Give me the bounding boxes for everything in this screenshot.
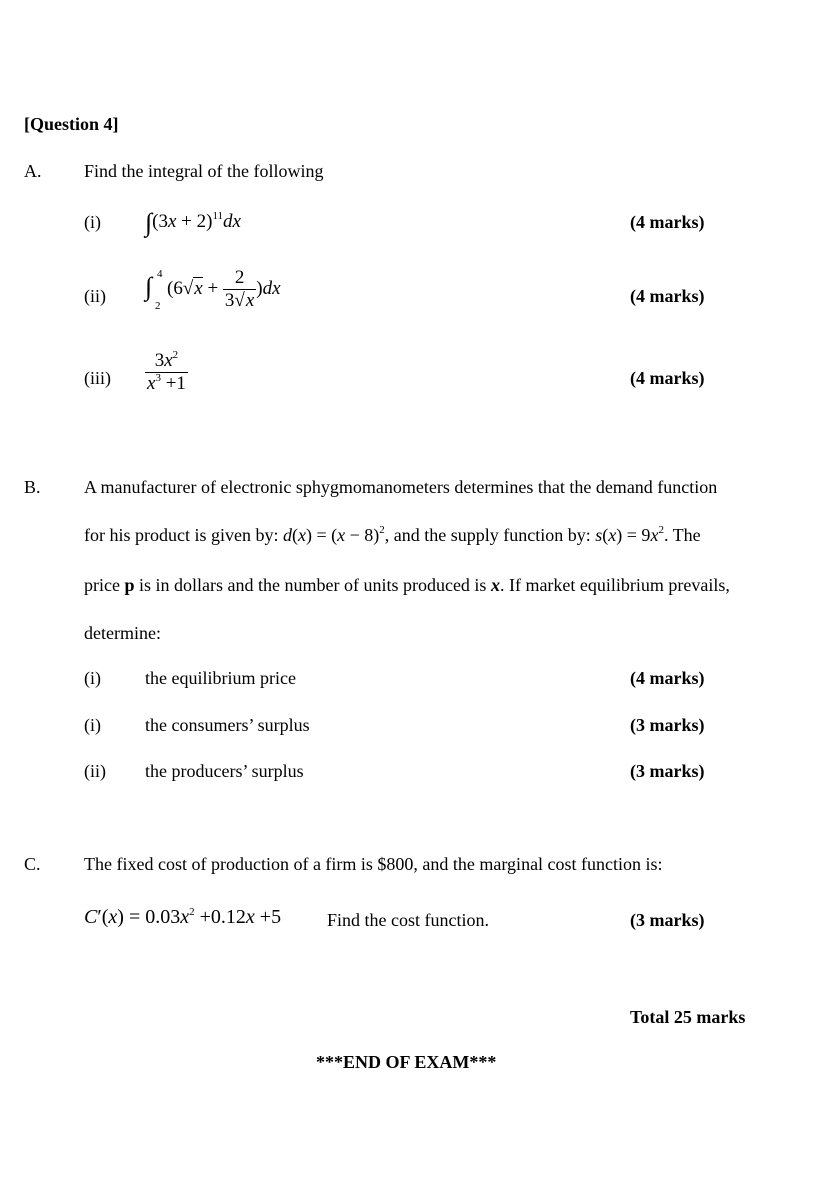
line-2-text-c: . The [663, 525, 701, 545]
end-of-exam: ***END OF EXAM*** [316, 1052, 497, 1072]
section-c-marks: (3 marks) [630, 910, 705, 930]
b-item-2-text: the consumers’ surplus [145, 715, 310, 735]
units-symbol: x [490, 575, 500, 595]
a-item-1-marks: (4 marks) [630, 212, 705, 232]
a-item-3-num: (iii) [84, 368, 111, 388]
line-3-text-c: . If market equilibrium prevails, [499, 575, 730, 595]
b-item-3-text: the producers’ surplus [145, 761, 304, 781]
section-b-letter: B. [24, 477, 41, 497]
total-marks: Total 25 marks [630, 1007, 746, 1027]
marginal-cost-formula: $C'(x) = 0.03x^2 +0.12x +5$ [84, 905, 282, 928]
section-c-letter: C. [24, 854, 41, 874]
section-c-line-1: The fixed cost of production of a firm is $800, and the marginal cost function is: [84, 854, 663, 874]
question-title: [Question 4] [24, 114, 119, 134]
section-b-line-2 [84, 525, 701, 546]
a-item-1-expr: $\int(3x + 2)^{11}dx$ [145, 208, 241, 237]
supply-function: $s(x) = 9x^2$ [595, 523, 664, 545]
a-item-1-num: (i) [84, 212, 101, 232]
b-item-2-marks: (3 marks) [630, 715, 705, 735]
a-item-2-num: (ii) [84, 286, 106, 306]
b-item-1-marks: (4 marks) [630, 668, 705, 688]
b-item-2-num: (i) [84, 715, 101, 735]
a-item-3-marks: (4 marks) [630, 368, 705, 388]
a-item-2-marks: (4 marks) [630, 286, 705, 306]
b-item-3-num: (ii) [84, 761, 106, 781]
price-symbol: p [124, 575, 135, 595]
a-item-2-expr: ∫ 4 2 (6√x + $\frac{2}{3√x}$ )dx [145, 266, 281, 312]
line-2-text-b: , and the supply function by: [384, 525, 591, 545]
b-item-1-num: (i) [84, 668, 101, 688]
b-item-3-marks: (3 marks) [630, 761, 705, 781]
section-a-letter: A. [24, 161, 42, 181]
a-item-3-expr: $\frac{3x^2}{x^3 +1}$ [147, 348, 186, 394]
line-3-text-a: price [84, 575, 120, 595]
section-a-intro: Find the integral of the following [84, 161, 324, 181]
section-b-line-3 [84, 575, 730, 596]
section-b-line-1: A manufacturer of electronic sphygmomanometers determines that the demand function [84, 477, 718, 497]
section-b-line-4: determine: [84, 623, 161, 643]
section-c-task: Find the cost function. [327, 910, 489, 930]
line-2-text-a: for his product is given by: [84, 525, 279, 545]
b-item-1-text: the equilibrium price [145, 668, 296, 688]
demand-function: $d(x) = (x - 8)^2$ [282, 523, 385, 545]
line-3-text-b: is in dollars and the number of units produced is [139, 575, 487, 595]
